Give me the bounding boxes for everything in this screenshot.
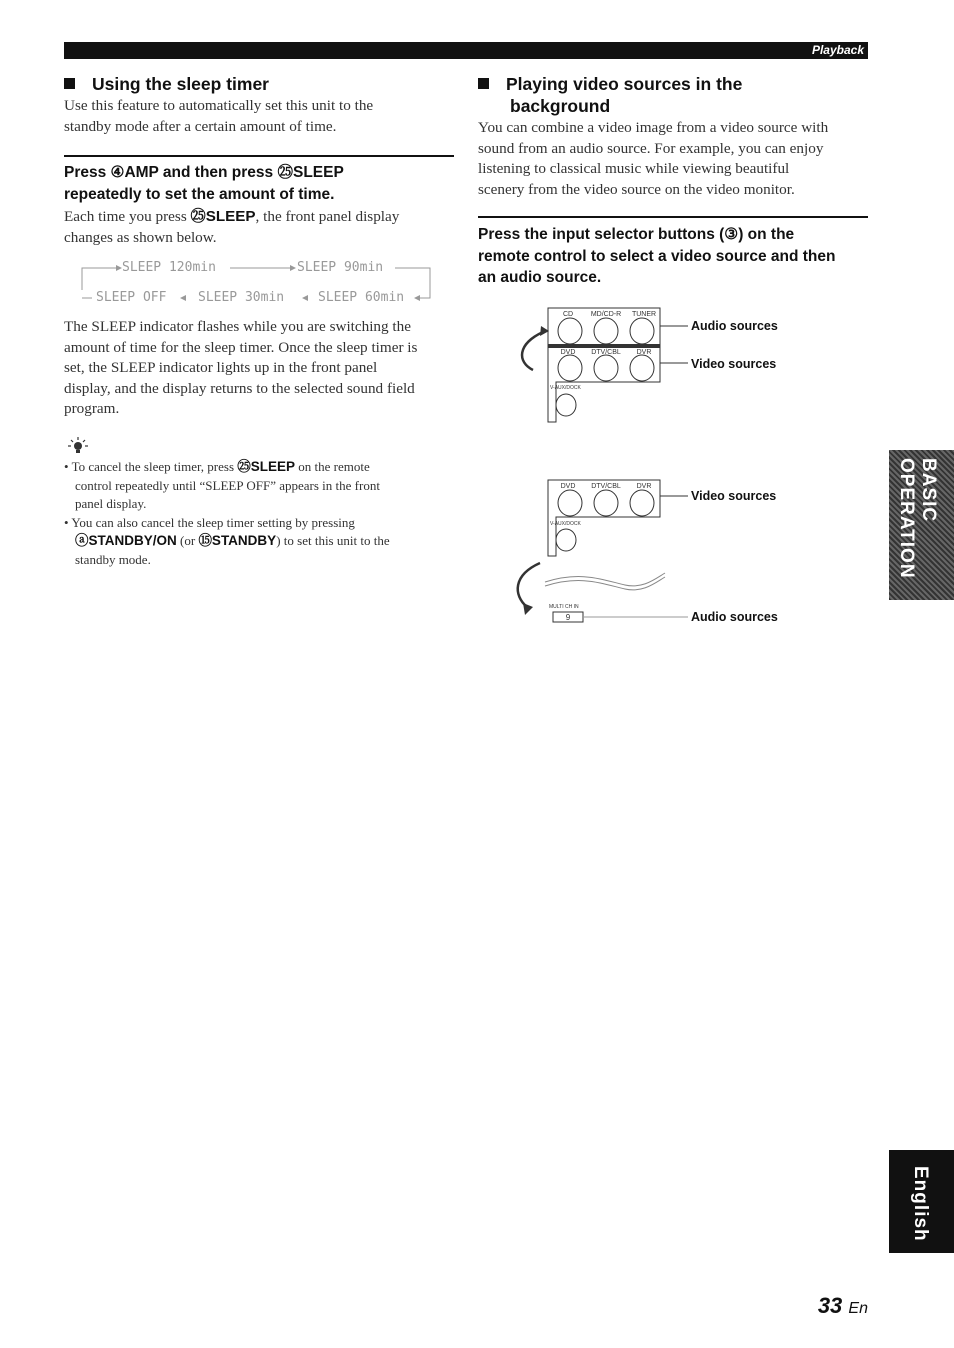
audio-sources-label: Audio sources (691, 610, 778, 624)
btn-label-dtvcbl: DTV/CBL (591, 349, 621, 356)
tips-list: • To cancel the sleep timer, press ㉕SLEEP on the remote control repeatedly until “SLEEP OFF” appears in the front panel display. • You can also cancel the sleep timer setting by pressing ⓐSTANDBY/ON (or ⑮STANDBY) to set this unit to the standby mode. (64, 458, 459, 569)
sleep-timer-heading: Using the sleep timer (64, 73, 269, 95)
square-bullet-icon (478, 78, 489, 89)
english-tab: English (889, 1150, 954, 1253)
btn-label-dtvcbl: DTV/CBL (591, 483, 621, 490)
page-number: 33 En (817, 1293, 868, 1318)
background-step-heading: Press the input selector buttons (③) on the remote control to select a video source and then an audio source. (478, 226, 836, 286)
display-30min: SLEEP 30min (198, 290, 285, 305)
btn-label-dvd: DVD (560, 483, 576, 490)
tip-item: • You can also cancel the sleep timer setting by pressing (64, 514, 355, 530)
video-sources-label: Video sources (691, 357, 777, 371)
header-bar (64, 42, 868, 59)
btn-label-dvr: DVR (636, 349, 652, 356)
tip-lightbulb-icon (64, 436, 92, 456)
btn-label-cd: CD (562, 311, 574, 318)
sleep-intro: Use this feature to automatically set this unit to the standby mode after a certain amount of time. (64, 97, 374, 135)
audio-sources-label: Audio sources (691, 319, 778, 333)
background-video-heading: Playing video sources in the background (478, 73, 868, 117)
display-120min: SLEEP 120min (122, 260, 216, 275)
tip-item: • To cancel the sleep timer, press ㉕SLEEP on the remote (64, 459, 370, 474)
multi-ch-key: 9 (565, 613, 571, 622)
divider (64, 155, 454, 157)
display-off: SLEEP OFF (96, 290, 167, 305)
square-bullet-icon (64, 78, 75, 89)
basic-operation-tab: BASIC OPERATION (889, 450, 954, 600)
btn-label-vaux: V-AUX/DOCK (550, 521, 581, 527)
section-label: Playback (811, 43, 864, 57)
btn-label-mdcdr: MD/CD-R (590, 311, 622, 318)
btn-label-vaux: V-AUX/DOCK (550, 385, 581, 391)
selector-diagram-2 (505, 475, 805, 625)
divider (478, 216, 868, 218)
selector-diagram-1 (505, 300, 805, 430)
sleep-display-sequence (80, 256, 440, 310)
display-60min: SLEEP 60min (318, 290, 405, 305)
btn-label-dvr: DVR (636, 483, 652, 490)
sleep-after-text: The SLEEP indicator flashes while you are switching the amount of time for the sleep timer. Once the sleep timer is set, the SLEEP indicator lights up in the front panel display, and the display returns to the selected sound field program. (64, 318, 418, 417)
display-90min: SLEEP 90min (297, 260, 384, 275)
btn-label-dvd: DVD (560, 349, 576, 356)
sleep-step-text: Each time you press ㉕SLEEP, the front panel display changes as shown below. (64, 208, 400, 246)
btn-label-tuner: TUNER (631, 311, 657, 318)
sleep-step-heading: Press ④AMP and then press ㉕SLEEP repeatedly to set the amount of time. (64, 164, 344, 203)
multi-ch-in-label: MULTI CH IN (549, 604, 579, 610)
video-sources-label: Video sources (691, 489, 777, 503)
background-intro: You can combine a video image from a video source with sound from an audio source. For example, you can enjoy listening to classical music while viewing beautiful scenery from the video source on the video monitor. (478, 119, 829, 198)
